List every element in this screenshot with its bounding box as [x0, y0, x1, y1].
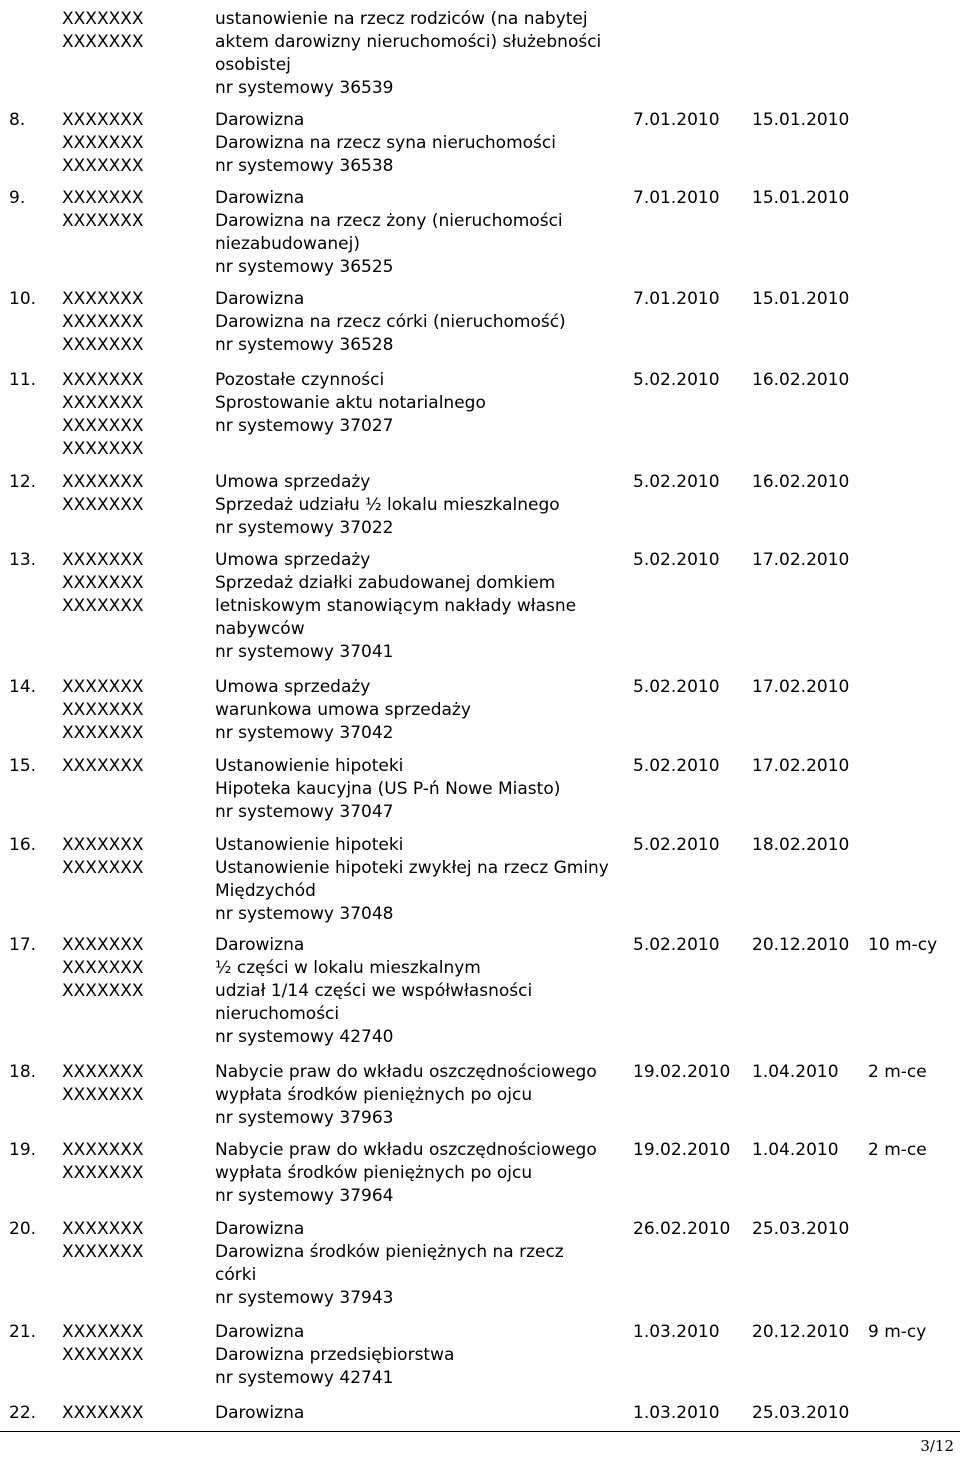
description-line: nr systemowy 36525 [215, 257, 394, 277]
party-name: XXXXXXX [62, 393, 144, 413]
party-names [62, 8, 144, 54]
party-name: XXXXXXX [62, 110, 144, 130]
date-end: 20.12.2010 [752, 935, 850, 955]
description-line: ustanowienie na rzecz rodziców (na nabytej [215, 9, 588, 29]
description-line: Hipoteka kaucyjna (US P-ń Nowe Miasto) [215, 779, 561, 799]
date-start: 7.01.2010 [633, 289, 720, 309]
act-description [215, 109, 635, 178]
description-line: Darowizna [215, 1322, 305, 1342]
description-line: nr systemowy 37048 [215, 904, 394, 924]
date-end: 15.01.2010 [752, 110, 850, 130]
row-number: 20. [9, 1219, 37, 1239]
date-start: 1.03.2010 [633, 1322, 720, 1342]
description-line: Darowizna [215, 935, 305, 955]
description-line: wypłata środków pieniężnych po ojcu [215, 1163, 533, 1183]
date-start: 5.02.2010 [633, 935, 720, 955]
description-line: Umowa sprzedaży [215, 472, 371, 492]
row-number: 21. [9, 1322, 37, 1342]
description-line: Ustanowienie hipoteki zwykłej na rzecz Gminy [215, 858, 609, 878]
date-end: 16.02.2010 [752, 370, 850, 390]
description-line: Ustanowienie hipoteki [215, 835, 404, 855]
date-end: 17.02.2010 [752, 677, 850, 697]
description-line: nr systemowy 36538 [215, 156, 394, 176]
description-line: Sprzedaż udziału ½ lokalu mieszkalnego [215, 495, 560, 515]
description-line: Darowizna [215, 1219, 305, 1239]
act-description [215, 1139, 635, 1208]
act-description [215, 834, 635, 926]
date-start: 19.02.2010 [633, 1062, 731, 1082]
party-name: XXXXXXX [62, 32, 144, 52]
description-line: Darowizna [215, 188, 305, 208]
description-line: nr systemowy 37027 [215, 416, 394, 436]
party-name: XXXXXXX [62, 133, 144, 153]
party-name: XXXXXXX [62, 1062, 144, 1082]
party-names [62, 676, 144, 745]
row-number: 11. [9, 370, 37, 390]
act-description [215, 755, 635, 824]
party-name: XXXXXXX [62, 958, 144, 978]
party-names [62, 1139, 144, 1185]
date-start: 7.01.2010 [633, 188, 720, 208]
description-line: Sprostowanie aktu notarialnego [215, 393, 486, 413]
party-name: XXXXXXX [62, 439, 144, 459]
description-line: nr systemowy 37042 [215, 723, 394, 743]
description-line: Darowizna przedsiębiorstwa [215, 1345, 455, 1365]
date-start: 5.02.2010 [633, 835, 720, 855]
party-names [62, 1402, 144, 1425]
page-number: 3/12 [920, 1437, 954, 1455]
row-number: 10. [9, 289, 37, 309]
party-name: XXXXXXX [62, 472, 144, 492]
row-number: 16. [9, 835, 37, 855]
party-name: XXXXXXX [62, 335, 144, 355]
row-number: 22. [9, 1403, 37, 1423]
description-line: nr systemowy 36528 [215, 335, 394, 355]
description-line: nr systemowy 37943 [215, 1288, 394, 1308]
party-name: XXXXXXX [62, 596, 144, 616]
party-name: XXXXXXX [62, 495, 144, 515]
description-line: nr systemowy 37964 [215, 1186, 394, 1206]
description-line: nieruchomości [215, 1004, 340, 1024]
description-line: nr systemowy 42740 [215, 1027, 394, 1047]
date-start: 5.02.2010 [633, 472, 720, 492]
description-line: nabywców [215, 619, 305, 639]
party-name: XXXXXXX [62, 156, 144, 176]
description-line: Darowizna środków pieniężnych na rzecz [215, 1242, 564, 1262]
description-line: osobistej [215, 55, 291, 75]
party-names [62, 934, 144, 1003]
duration: 2 m-ce [868, 1140, 927, 1160]
act-description [215, 1061, 635, 1130]
description-line: udział 1/14 części we współwłasności [215, 981, 533, 1001]
date-start: 1.03.2010 [633, 1403, 720, 1423]
date-start: 5.02.2010 [633, 756, 720, 776]
description-line: Sprzedaż działki zabudowanej domkiem [215, 573, 556, 593]
act-description [215, 1321, 635, 1390]
row-number: 15. [9, 756, 37, 776]
date-end: 17.02.2010 [752, 756, 850, 776]
description-line: Darowizna [215, 1403, 305, 1423]
description-line: Pozostałe czynności [215, 370, 385, 390]
party-names [62, 755, 144, 778]
act-description [215, 471, 635, 540]
date-start: 5.02.2010 [633, 550, 720, 570]
party-name: XXXXXXX [62, 1345, 144, 1365]
party-name: XXXXXXX [62, 756, 144, 776]
act-description [215, 1218, 635, 1310]
party-names [62, 471, 144, 517]
row-number: 14. [9, 677, 37, 697]
act-description [215, 187, 635, 279]
party-name: XXXXXXX [62, 935, 144, 955]
row-number: 9. [9, 188, 26, 208]
description-line: Darowizna [215, 289, 305, 309]
date-end: 20.12.2010 [752, 1322, 850, 1342]
row-number: 12. [9, 472, 37, 492]
party-name: XXXXXXX [62, 981, 144, 1001]
date-end: 25.03.2010 [752, 1219, 850, 1239]
duration: 10 m-cy [868, 935, 938, 955]
date-start: 5.02.2010 [633, 677, 720, 697]
description-line: niezabudowanej) [215, 234, 360, 254]
date-end: 17.02.2010 [752, 550, 850, 570]
party-name: XXXXXXX [62, 9, 144, 29]
party-names [62, 187, 144, 233]
party-name: XXXXXXX [62, 700, 144, 720]
description-line: Nabycie praw do wkładu oszczędnościowego [215, 1062, 597, 1082]
footer-rule [0, 1431, 960, 1432]
description-line: Darowizna [215, 110, 305, 130]
row-number: 19. [9, 1140, 37, 1160]
party-name: XXXXXXX [62, 858, 144, 878]
party-name: XXXXXXX [62, 188, 144, 208]
party-names [62, 834, 144, 880]
description-line: nr systemowy 42741 [215, 1368, 394, 1388]
party-name: XXXXXXX [62, 416, 144, 436]
date-end: 16.02.2010 [752, 472, 850, 492]
description-line: warunkowa umowa sprzedaży [215, 700, 471, 720]
row-number: 18. [9, 1062, 37, 1082]
date-start: 7.01.2010 [633, 110, 720, 130]
description-line: córki [215, 1265, 257, 1285]
party-names [62, 1321, 144, 1367]
party-name: XXXXXXX [62, 312, 144, 332]
description-line: Darowizna na rzecz syna nieruchomości [215, 133, 556, 153]
act-description [215, 288, 635, 357]
date-start: 5.02.2010 [633, 370, 720, 390]
description-line: aktem darowizny nieruchomości) służebności [215, 32, 602, 52]
party-names [62, 109, 144, 178]
description-line: Ustanowienie hipoteki [215, 756, 404, 776]
description-line: ½ części w lokalu mieszkalnym [215, 958, 481, 978]
date-end: 25.03.2010 [752, 1403, 850, 1423]
party-name: XXXXXXX [62, 723, 144, 743]
date-end: 18.02.2010 [752, 835, 850, 855]
party-name: XXXXXXX [62, 370, 144, 390]
row-number: 8. [9, 110, 26, 130]
act-description [215, 1402, 635, 1425]
act-description [215, 8, 635, 100]
act-description [215, 934, 635, 1049]
description-line: nr systemowy 37963 [215, 1108, 394, 1128]
duration: 2 m-ce [868, 1062, 927, 1082]
party-name: XXXXXXX [62, 1219, 144, 1239]
date-end: 1.04.2010 [752, 1062, 839, 1082]
date-end: 15.01.2010 [752, 289, 850, 309]
party-names [62, 549, 144, 618]
description-line: nr systemowy 36539 [215, 78, 394, 98]
description-line: Umowa sprzedaży [215, 550, 371, 570]
party-name: XXXXXXX [62, 573, 144, 593]
row-number: 13. [9, 550, 37, 570]
party-name: XXXXXXX [62, 677, 144, 697]
date-end: 15.01.2010 [752, 188, 850, 208]
description-line: nr systemowy 37022 [215, 518, 394, 538]
act-description [215, 549, 635, 664]
party-name: XXXXXXX [62, 1403, 144, 1423]
party-name: XXXXXXX [62, 289, 144, 309]
duration: 9 m-cy [868, 1322, 927, 1342]
party-names [62, 369, 144, 461]
party-name: XXXXXXX [62, 550, 144, 570]
description-line: Międzychód [215, 881, 316, 901]
description-line: nr systemowy 37047 [215, 802, 394, 822]
party-name: XXXXXXX [62, 835, 144, 855]
party-name: XXXXXXX [62, 211, 144, 231]
description-line: wypłata środków pieniężnych po ojcu [215, 1085, 533, 1105]
party-names [62, 1218, 144, 1264]
party-name: XXXXXXX [62, 1242, 144, 1262]
party-name: XXXXXXX [62, 1140, 144, 1160]
act-description [215, 676, 635, 745]
description-line: Nabycie praw do wkładu oszczędnościowego [215, 1140, 597, 1160]
date-start: 19.02.2010 [633, 1140, 731, 1160]
act-description [215, 369, 635, 438]
row-number: 17. [9, 935, 37, 955]
party-name: XXXXXXX [62, 1322, 144, 1342]
description-line: letniskowym stanowiącym nakłady własne [215, 596, 577, 616]
party-name: XXXXXXX [62, 1085, 144, 1105]
date-start: 26.02.2010 [633, 1219, 731, 1239]
party-names [62, 288, 144, 357]
description-line: Umowa sprzedaży [215, 677, 371, 697]
description-line: nr systemowy 37041 [215, 642, 394, 662]
date-end: 1.04.2010 [752, 1140, 839, 1160]
party-names [62, 1061, 144, 1107]
description-line: Darowizna na rzecz żony (nieruchomości [215, 211, 563, 231]
description-line: Darowizna na rzecz córki (nieruchomość) [215, 312, 566, 332]
party-name: XXXXXXX [62, 1163, 144, 1183]
